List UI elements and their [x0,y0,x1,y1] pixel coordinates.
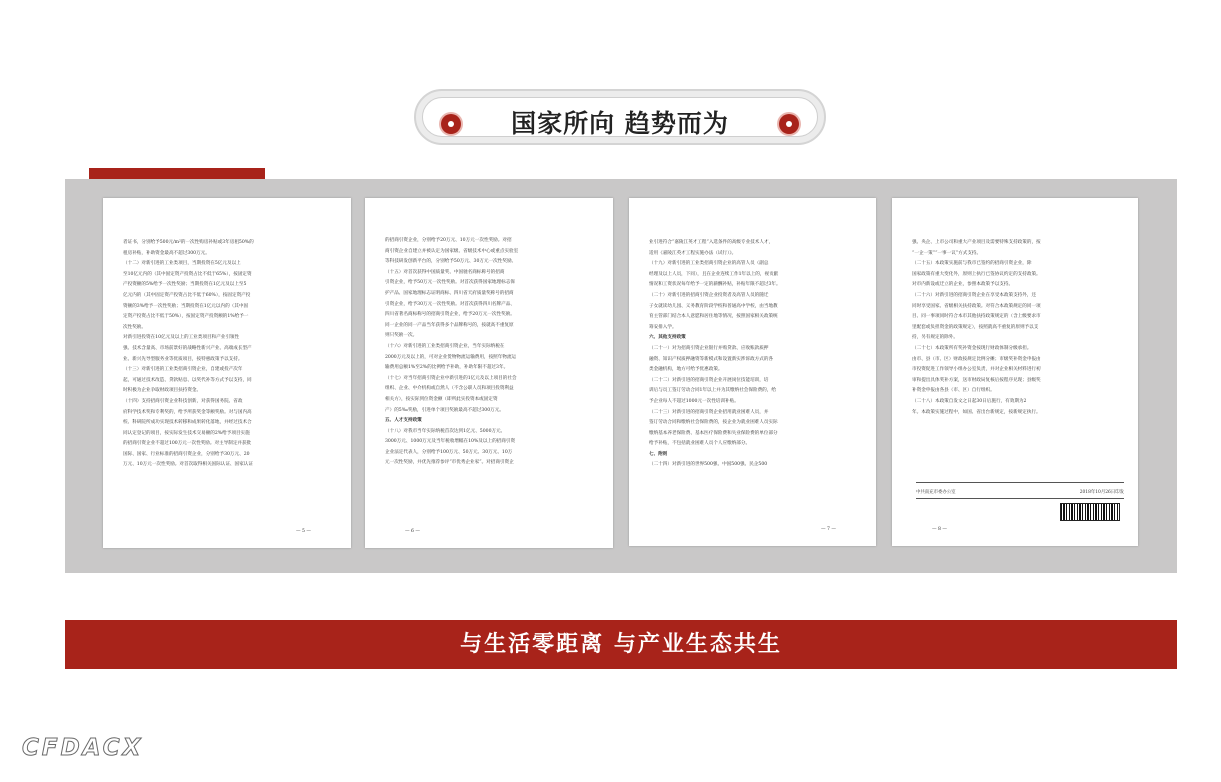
page-number: — 7 — [820,527,836,533]
text-line: 商引资企业自建立并被认定为国家级、省级技术中心或重点实验室 [385,248,519,254]
watermark-logo: CFDACX [22,735,144,761]
text-line: 补资金申报由各县（市、区）自行组织。 [912,388,995,394]
text-line: 强、技术含量高、市场前景好的战略性新兴产业、高端成长型产 [123,345,252,351]
text-line: 强、央企、上市公司和重大产业项目及需要特殊支持政策的，按 [912,240,1041,245]
text-line: （二十八）本政策自发文之日起30日后施行，有效期为2 [912,398,1027,404]
text-line: 次性奖励。 [123,324,146,330]
text-line: （二十五）本政策实施前与我市已签约的招商引资企业，除 [912,261,1032,267]
text-line: 至10亿元内的（其中固定资产投资占比不低于65%），按固定资 [123,271,252,277]
text-line: 同认定登记的项目，按实际发生技术交易额的2%给予项目实施 [123,430,250,436]
text-line: 定资产投资占比不低于50%），按固定资产投资额的1%给予一 [123,314,249,320]
text-line: 2000万元及以上的，可对企业货物物流运输费用，按照年物流运 [385,354,517,360]
text-line: 等科技研发创新平台的，分别给予50万元、30万元一次性奖励。 [385,259,517,265]
text-line: 给予补贴，不包括就业困难人员个人应缴纳部分。 [649,441,751,447]
text-line: 持，另有规定的除外。 [912,335,958,341]
text-line: 子女就读幼儿园、义务教育阶段学校和普通高中学校，由当地教 [649,303,778,309]
text-line: 里配套或负担资金的政策规定），按照就高不重复的原则予以支 [912,324,1039,330]
text-line: 类金融机构，地方可给予优惠政策。 [649,367,723,373]
text-line: 对市内新设或迁立的企业，参照本政策予以支持。 [912,282,1014,288]
text-line: 四川省著名商标称号的招商引资企业，给予20万元一次性奖励。 [385,312,515,318]
text-line: 则只奖励一次。 [385,333,418,339]
text-line: 府科学技术奖和专利奖的，给予所获奖金等额奖励。对与国内高 [123,409,252,415]
text-line: 五、人才支持政策 [385,418,422,424]
text-line: （十六）对新引进的工业类招商引资企业，当年实际纳税在 [385,343,505,349]
text-line: （二十一）对为招商引资企业银行并购贷款、应收账款质押 [649,345,769,351]
footer-rule-bottom [916,498,1124,499]
text-line: 予企业每人不超过1000元一次性培训补贴。 [649,398,739,404]
text-line: 筹安排入学。 [649,324,677,330]
text-line: 时积极为企业争取财政项目扶持资金。 [123,388,202,394]
text-line: （二十六）对新引进的招商引资企业在享受本政策支持外，还 [912,292,1037,298]
text-line: 由市、县（市、区）财政按规定比例分摊；市级奖补资金申报由 [912,356,1041,362]
title-pill [414,89,826,145]
footer-issuer: 中共南充市委办公室 [916,490,956,495]
title-pill-inner [422,97,818,137]
text-line: （二十四）对新引进的世界500强、中国500强、民企500 [649,462,768,468]
text-line: 对新引进投资在10亿元及以上的工业类项目和产业引领性 [123,335,240,341]
text-line: 七、附则 [649,451,668,457]
page-number: — 5 — [295,529,311,535]
text-line: 3000万元、1000万元及当年税收增幅在10%及以上的招商引资 [385,439,516,445]
text-line: 年。本政策实施过程中，如国、省出台新规定，按新规定执行。 [912,409,1041,415]
text-line: 引资企业，给予50万元一次性奖励。对首次获得国家地理标志保 [385,280,515,286]
text-line: （十五）对首次获得中国质量奖、中国驰名商标称号的招商 [385,269,505,275]
text-line: 国际、国家、行业标准的招商引资企业，分别给予30万元、20 [123,451,250,457]
page-title: 国家所向 趋势而为 [511,109,729,138]
text-line: （十二）对新引进的工业类项目，当期投资在5亿元及以上 [123,261,241,267]
text-line: 组织、企业、中介机构或自然人（不含公职人员和项目投资利益 [385,386,514,392]
text-line: 产投资额的5%给予一次性奖励；当期投资在1亿元及以上至5 [123,282,247,288]
text-line: 产）的5‰奖励，引进单个项目奖励最高不超过300万元。 [385,407,504,413]
text-line: 企业法定代表人，分别给予100万元、50万元、30万元、10万 [385,449,513,455]
text-line: 业引进符合“嘉陵江英才工程”入选条件的高级专业技术人才， [649,240,774,245]
text-line: 育主管部门结合本人意愿和居住地等情况，按照国家相关政策统 [649,314,778,320]
text-line: 业、新兴先导型服务业等优质项目，按特惠政策予以支持。 [123,356,243,362]
text-line: （二十三）对新引进的招商引资企业招用就业困难人员，并 [649,409,769,415]
text-line: 目、同一事项同时符合本市其他扶持政策规定的（含上级要求市 [912,314,1041,320]
text-line: 审和提出具体奖补方案，送市财政局复核后按程序兑现；县级奖 [912,377,1041,383]
text-line: 签订劳动合同和缴纳社会保险费的，按企业为就业困难人员实际 [649,420,778,426]
text-line: 元一次性奖励，并优先推荐参评“市优秀企业家”。对招商引资企 [385,460,514,466]
text-line: 情况和工资状况每年给予一定的薪酬补贴，补贴年限不超过3年。 [649,282,781,288]
text-line: 护产品、国家地理标志证明商标、四川省天府质量奖称号的招商 [385,290,514,296]
footer-date: 2018年10月26日印发 [1079,490,1124,495]
text-line: “一企一策”“一事一议”方式支持。 [912,250,982,256]
text-line: （十三）对新引进的工业类招商引资企业，自建或投产次年 [123,367,243,373]
document-page-8 [892,198,1138,546]
text-line: 适用《嘉陵江英才工程实施办法（试行）》。 [649,250,737,256]
text-line: 亿元内的（其中固定资产投资占比不低于60%），按固定资产投 [123,292,251,298]
text-line: （十四）支持招商引资企业科技创新，对获得国务院、省政 [123,398,243,404]
footer-rule-top [916,482,1124,483]
text-line: 校、科研院所成功实现技术转移和成果转化落地，并经过技术合 [123,420,252,426]
text-line: 相关方），按实际到位资金额（即所此实投资本或固定资 [385,396,498,402]
text-line: 者证书，分别给予500元/m²的一次性购房补贴或3年房租50%的 [123,240,254,245]
text-line: 缴纳基本养老保险费、基本医疗保险费和失业保险费的单位部分 [649,430,778,436]
text-line: 国家政策有重大变化外，原则上执行已签协议约定的支持政策。 [912,271,1041,277]
text-line: 融资、知识产权质押融资等新模式和设置新实涉诉政方式的各 [649,356,774,362]
text-line: 同一企业的同一产品当年获得多个品牌称号的，按就高不重复原 [385,322,514,328]
print-footer [916,488,1124,499]
text-line: 输费用总额1%至2%的比例给予补助，补助年限不超过3年。 [385,365,509,371]
text-line: 资额的3%给予一次性奖励；当期投资在1亿元以内的（其中固 [123,303,249,309]
text-line: 租房补贴，补助资金最高不超过300万元。 [123,250,210,256]
text-line: 引资企业，给予30万元一次性奖励。对首次获得四川名牌产品、 [385,301,515,307]
text-line: （十九）对新引进的工业类招商引资企业的高管人员（副总 [649,261,769,267]
text-line: 的招商引资企业不超过100万元一次性奖励。对主导制定并获批 [123,441,252,447]
text-line: 的招商引资企业，分别给予20万元、10万元一次性奖励。对招 [385,238,512,243]
text-line: 六、其他支持政策 [649,335,686,341]
text-line: 经理及以上人员，下同），且在企业连续工作1年以上的，视贡献 [649,271,779,277]
text-line: 起，可通过技术改造、贷款贴息、以奖代补等方式予以支持，同 [123,377,252,383]
page-number: — 6 — [405,529,421,535]
document-page-5 [103,198,351,548]
document-page-6 [365,198,613,548]
barcode-icon [1060,503,1120,521]
slogan-banner: 与生活零距离 与产业生态共生 [65,620,1177,669]
text-line: 同时享受国家、省级相关扶持政策。对符合本政策规定的同一项 [912,303,1041,309]
text-line: 万元、10万元一次性奖励。对首次取得相关国际认证、国家认证 [123,462,253,468]
text-line: （二十）对新引进的招商引资企业投资者及高管人员的随迁 [649,292,769,298]
right-dot-icon [779,114,799,134]
text-line: 市投资促进工作领导小组办公室负责，并对企业相关材料进行初 [912,367,1041,373]
text-line: 训后与员工签订劳动合同1年以上并为其缴纳社会保险费的，给 [649,388,776,394]
page-number: — 8 — [932,527,948,533]
document-page-7 [629,198,876,546]
text-line: （十七）对当年招商引资企业中新引进的1亿元及以上项目的社会 [385,375,517,381]
text-line: （二十二）对新引进的招商引资企业开展岗位技能培训，培 [649,377,769,383]
text-line: （二十七）本政策所有奖补资金按现行财政体制分级承担。 [912,345,1032,351]
text-line: （十八）对我市当年实际纳税首次达到1亿元、5000万元、 [385,428,506,434]
